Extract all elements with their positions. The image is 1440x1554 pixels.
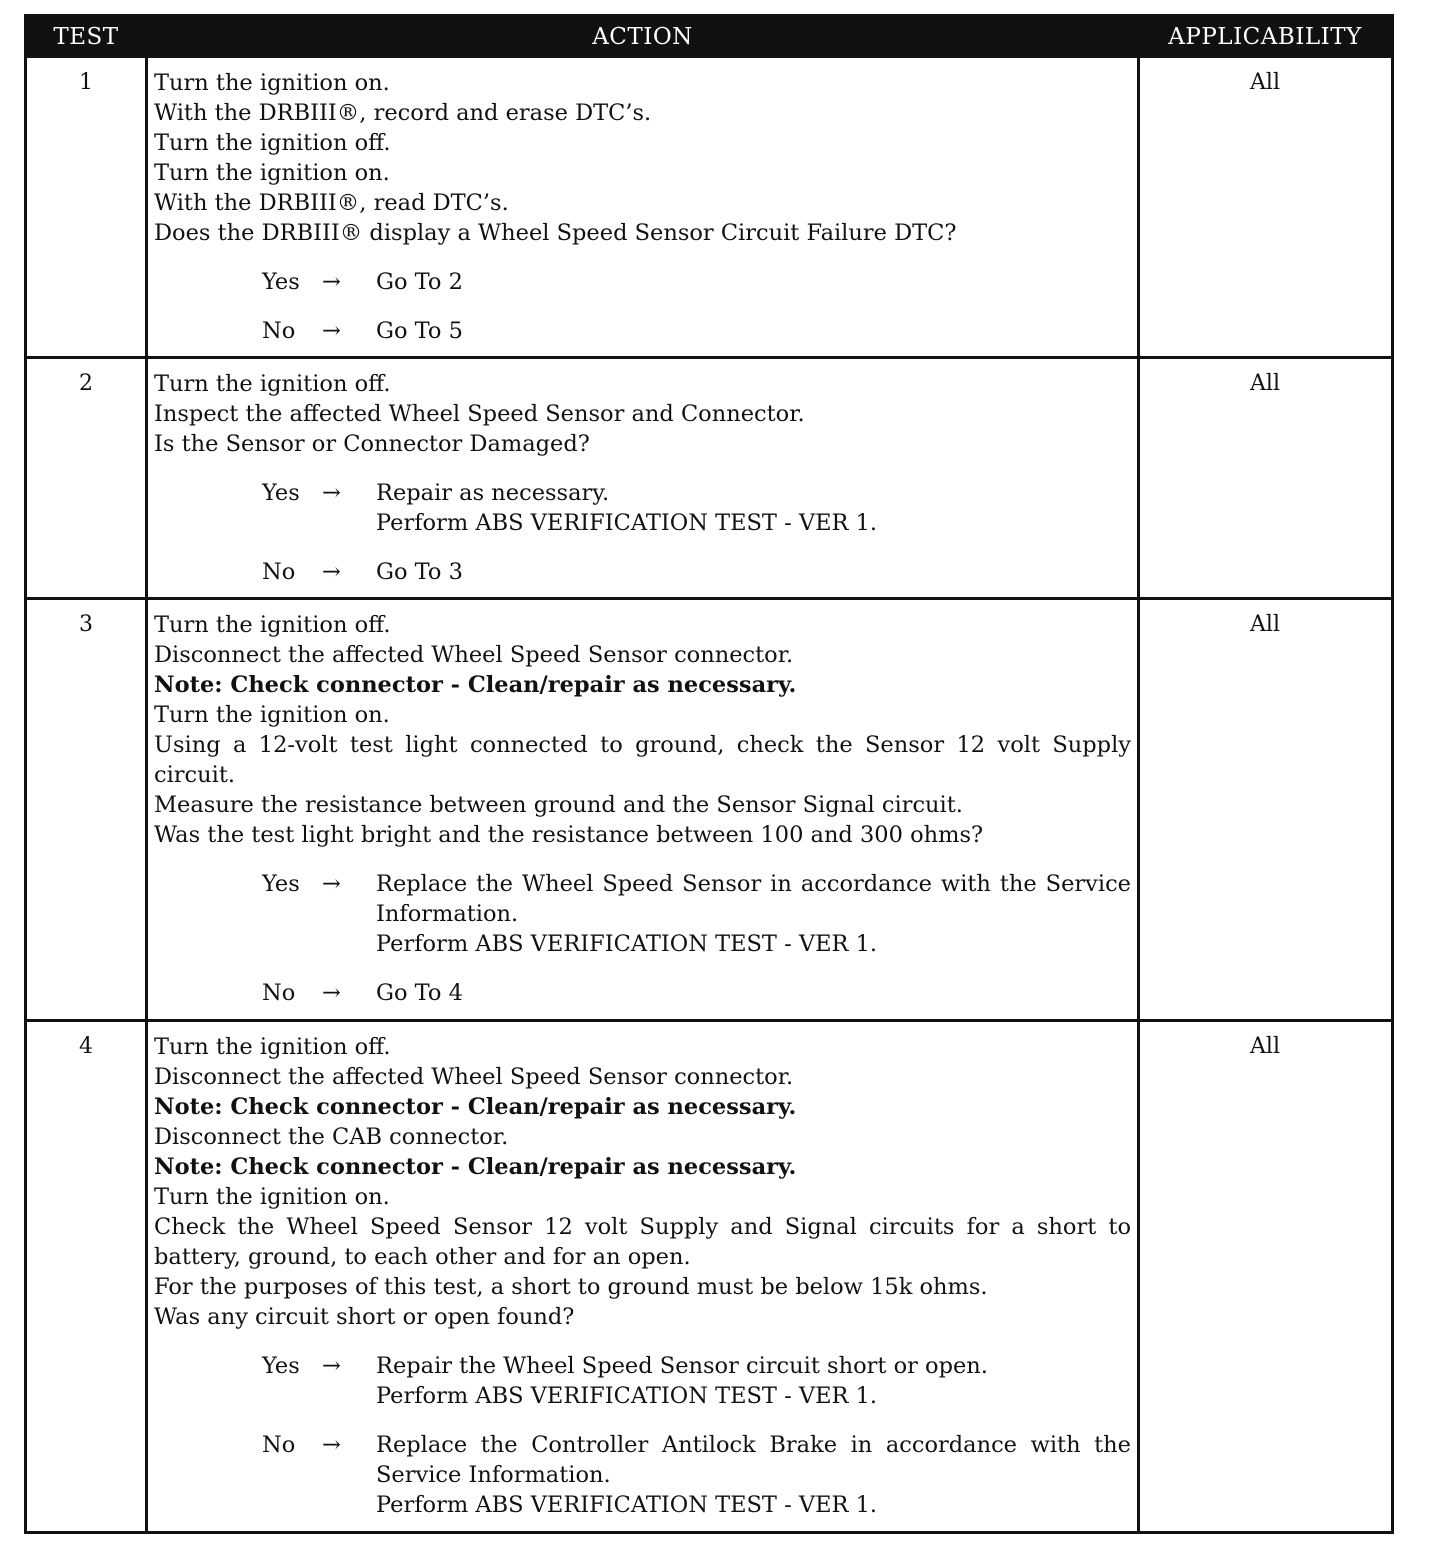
outcome-text: Perform ABS VERIFICATION TEST - VER 1.	[376, 1383, 878, 1409]
header-test: TEST	[53, 24, 119, 50]
table-row-test-3	[27, 597, 1391, 1019]
action-cell	[154, 610, 1131, 1008]
applicability-value: All	[1250, 612, 1280, 637]
note-text: Note: Check connector - Clean/repair as necessary.	[154, 672, 797, 698]
no-outcome	[154, 1430, 1131, 1520]
test-number: 4	[79, 1034, 93, 1059]
action-cell	[154, 68, 1131, 346]
step-text: Turn the ignition on.	[154, 70, 390, 96]
yes-label: Yes	[262, 480, 300, 506]
step-text: Disconnect the affected Wheel Speed Sensor connector.	[154, 642, 794, 668]
step-text: With the DRBIII®, read DTC’s.	[154, 190, 509, 216]
yes-label: Yes	[262, 871, 300, 897]
no-label: No	[262, 1432, 296, 1458]
applicability-value: All	[1250, 70, 1280, 95]
action-cell	[154, 1032, 1131, 1520]
step-text: Disconnect the CAB connector.	[154, 1124, 509, 1150]
test-number: 2	[79, 371, 93, 396]
arrow-right-icon: →	[322, 269, 341, 295]
yes-label: Yes	[262, 1353, 300, 1379]
action-cell	[154, 369, 1131, 587]
step-text: Turn the ignition off.	[154, 1034, 391, 1060]
diagnostic-test-table	[24, 14, 1394, 1534]
yes-outcome	[154, 1351, 1131, 1411]
outcome-text: Repair as necessary.	[376, 480, 610, 506]
yes-outcome	[154, 478, 1131, 538]
applicability-value: All	[1250, 371, 1280, 396]
header-applicability: APPLICABILITY	[1168, 24, 1362, 50]
step-text: Turn the ignition on.	[154, 1184, 390, 1210]
test-number: 3	[79, 612, 93, 637]
step-text: Turn the ignition on.	[154, 702, 390, 728]
outcome-text: Go To 4	[376, 980, 463, 1006]
step-text: Disconnect the affected Wheel Speed Sensor connector.	[154, 1064, 794, 1090]
step-text: Does the DRBIII® display a Wheel Speed Sensor Circuit Failure DTC?	[154, 220, 957, 246]
no-outcome	[154, 557, 1131, 587]
outcome-text: Perform ABS VERIFICATION TEST - VER 1.	[376, 1492, 878, 1518]
step-text: With the DRBIII®, record and erase DTC’s.	[154, 100, 652, 126]
test-number: 1	[79, 70, 93, 95]
step-text: Was the test light bright and the resistance between 100 and 300 ohms?	[154, 822, 984, 848]
arrow-right-icon: →	[322, 871, 341, 897]
table-row-test-2	[27, 356, 1391, 597]
step-text: For the purposes of this test, a short to ground must be below 15k ohms.	[154, 1274, 988, 1300]
yes-label: Yes	[262, 269, 300, 295]
outcome-text: Go To 3	[376, 559, 463, 585]
note-text: Note: Check connector - Clean/repair as necessary.	[154, 1094, 797, 1120]
outcome-text: Go To 5	[376, 318, 463, 344]
no-outcome	[154, 978, 1131, 1008]
header-action: ACTION	[592, 24, 693, 50]
step-text: Inspect the affected Wheel Speed Sensor and Connector.	[154, 401, 805, 427]
outcome-text: Perform ABS VERIFICATION TEST - VER 1.	[376, 931, 878, 957]
step-text: Turn the ignition off.	[154, 130, 391, 156]
arrow-right-icon: →	[322, 1353, 341, 1379]
outcome-text: Replace the Controller Antilock Brake in accordance with the Service Information.	[376, 1432, 1131, 1488]
step-text: Is the Sensor or Connector Damaged?	[154, 431, 590, 457]
arrow-right-icon: →	[322, 559, 341, 585]
step-text: Using a 12-volt test light connected to ground, check the Sensor 12 volt Supply circuit.	[154, 732, 1131, 788]
step-text: Check the Wheel Speed Sensor 12 volt Supply and Signal circuits for a short to battery, ground, to each other and for an open.	[154, 1214, 1131, 1270]
no-label: No	[262, 559, 296, 585]
step-text: Turn the ignition on.	[154, 160, 390, 186]
no-outcome	[154, 316, 1131, 346]
table-row-test-4	[27, 1019, 1391, 1531]
arrow-right-icon: →	[322, 980, 341, 1006]
outcome-text: Go To 2	[376, 269, 463, 295]
table-header	[27, 17, 1391, 58]
yes-outcome	[154, 869, 1131, 959]
step-text: Measure the resistance between ground and the Sensor Signal circuit.	[154, 792, 963, 818]
step-text: Was any circuit short or open found?	[154, 1304, 575, 1330]
outcome-text: Perform ABS VERIFICATION TEST - VER 1.	[376, 510, 878, 536]
table-row-test-1	[27, 58, 1391, 356]
step-text: Turn the ignition off.	[154, 371, 391, 397]
arrow-right-icon: →	[322, 318, 341, 344]
note-text: Note: Check connector - Clean/repair as necessary.	[154, 1154, 797, 1180]
applicability-value: All	[1250, 1034, 1280, 1059]
yes-outcome	[154, 267, 1131, 297]
arrow-right-icon: →	[322, 480, 341, 506]
no-label: No	[262, 318, 296, 344]
step-text: Turn the ignition off.	[154, 612, 391, 638]
arrow-right-icon: →	[322, 1432, 341, 1458]
outcome-text: Repair the Wheel Speed Sensor circuit short or open.	[376, 1353, 988, 1379]
outcome-text: Replace the Wheel Speed Sensor in accordance with the Service Information.	[376, 871, 1131, 927]
no-label: No	[262, 980, 296, 1006]
